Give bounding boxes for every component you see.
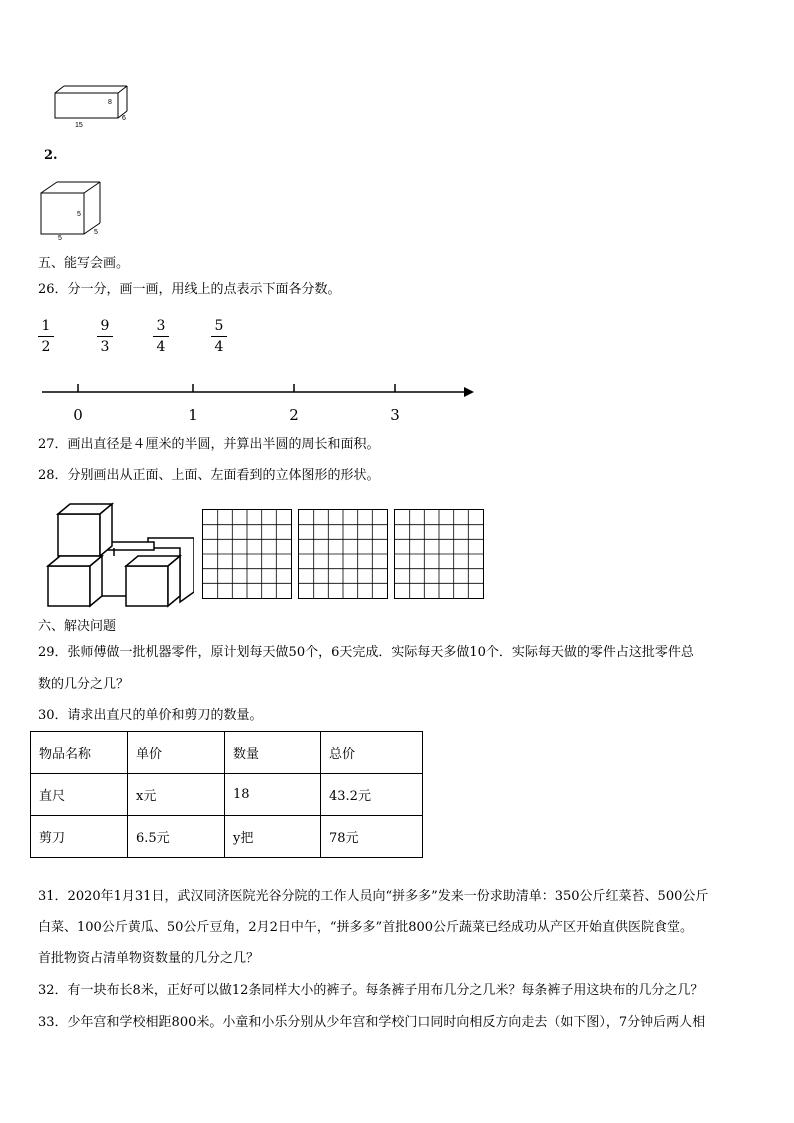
section-6-title: 六、解决问题: [38, 619, 117, 634]
cube-width-label: 5: [94, 229, 98, 236]
drawing-grid-front[interactable]: [202, 509, 292, 599]
table-header-row: [31, 732, 423, 774]
cube-length-label: 5: [58, 235, 62, 242]
table-header: 单价: [128, 732, 225, 774]
number-line-label-0: 0: [73, 406, 83, 424]
question-33: 33．少年宫和学校相距800米。小童和小乐分别从少年宫和学校门口同时向相反方向走去（如下图），7分钟后两人相: [38, 1015, 706, 1030]
prism-width-label: 6: [122, 115, 126, 122]
table-cell: 18: [225, 774, 321, 816]
drawing-grid-left[interactable]: [394, 509, 484, 599]
table-cell: 直尺: [31, 774, 128, 816]
question-32: 32．有一块布长8米，正好可以做12条同样大小的裤子。每条裤子用布几分之几米？每条裤子用这块布的几分之几？: [38, 983, 704, 998]
table-header: 总价: [321, 732, 423, 774]
fraction-2: 9 3: [97, 318, 113, 355]
number-line: [38, 380, 478, 402]
table-cell: x元: [128, 774, 225, 816]
price-table: [30, 731, 423, 858]
question-27: 27．画出直径是４厘米的半圆，并算出半圆的周长和面积。: [38, 437, 380, 452]
table-cell: 43.2元: [321, 774, 423, 816]
number-line-label-2: 2: [289, 406, 299, 424]
number-line-label-1: 1: [188, 406, 198, 424]
table-cell: 6.5元: [128, 816, 225, 858]
table-cell: y把: [225, 816, 321, 858]
table-cell: 78元: [321, 816, 423, 858]
fraction-4: 5 4: [211, 318, 227, 355]
number-line-label-3: 3: [390, 406, 400, 424]
fraction-3: 3 4: [153, 318, 169, 355]
table-cell: 剪刀: [31, 816, 128, 858]
question-28: 28．分别画出从正面、上面、左面看到的立体图形的形状。: [38, 468, 380, 483]
question-31-line-3: 首批物资占清单物资数量的几分之几？: [38, 951, 260, 966]
cube-height-label: 5: [77, 211, 81, 218]
table-row: [31, 816, 423, 858]
question-31-line-1: 31．2020年1月31日，武汉同济医院光谷分院的工作人员向“拼多多”发来一份求助清单：350公斤红菜苔、500公斤: [38, 889, 709, 904]
question-29-line-2: 数的几分之几？: [38, 677, 130, 692]
section-5-title: 五、能写会画。: [38, 256, 130, 271]
prism-height-label: 8: [108, 99, 112, 106]
drawing-grid-top[interactable]: [298, 509, 388, 599]
question-2-label: 2.: [44, 148, 58, 163]
rectangular-prism-figure: [50, 84, 130, 130]
table-header: 数量: [225, 732, 321, 774]
question-26: 26．分一分，画一画，用线上的点表示下面各分数。: [38, 282, 341, 297]
question-29-line-1: 29．张师傅做一批机器零件，原计划每天做50个，6天完成．实际每天多做10个．实际每天做的零件占这批零件总: [38, 645, 694, 660]
stacked-cubes-figure: [44, 502, 194, 610]
prism-length-label: 15: [75, 122, 83, 129]
table-row: [31, 774, 423, 816]
table-header: 物品名称: [31, 732, 128, 774]
fraction-1: 1 2: [38, 318, 54, 355]
question-31-line-2: 白菜、100公斤黄瓜、50公斤豆角，2月2日中午，“拼多多”首批800公斤蔬菜已经成功从产区开始直供医院食堂。: [38, 920, 694, 935]
question-30: 30．请求出直尺的单价和剪刀的数量。: [38, 708, 263, 723]
